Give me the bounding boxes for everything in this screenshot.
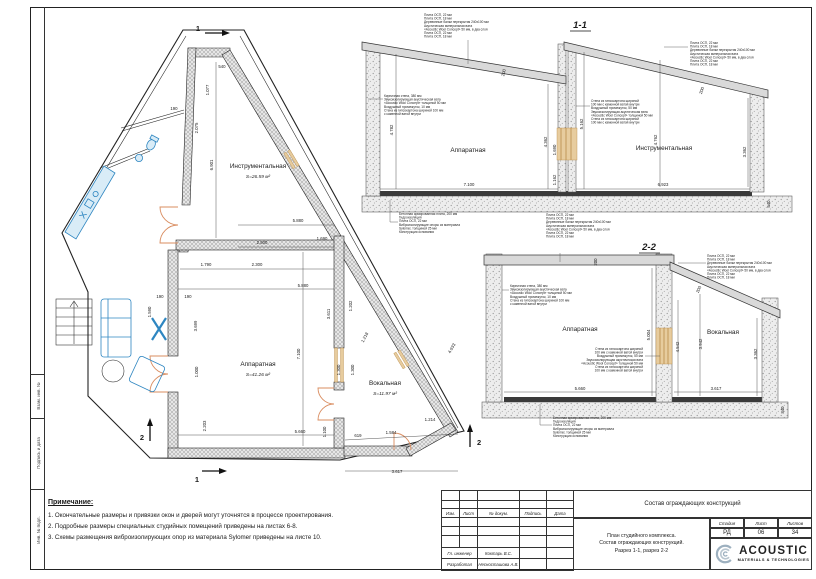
callout-line: Воздушный промежуток, 10 мм bbox=[384, 104, 431, 109]
dimension-text: 1.077 bbox=[205, 84, 210, 96]
dimension-text: 1.162 bbox=[552, 174, 557, 186]
note-item: 2. Подробные размеры специальных студийных помещений приведены на листах 6-8. bbox=[48, 523, 298, 531]
callout-line: с каменной ватой внутри bbox=[384, 112, 421, 116]
callout-line: Гидроизоляция bbox=[553, 419, 576, 424]
callout-line: 100 мм с каменной ватой внутри bbox=[591, 102, 640, 107]
dimension-text: 1.100 bbox=[322, 426, 327, 438]
logo-tagline: MATERIALS & TECHNOLOGIES bbox=[737, 557, 810, 563]
callout-line: 100 мм с каменной ватой внутри bbox=[594, 350, 643, 355]
col-data: Дата bbox=[547, 509, 574, 518]
doc-title-line: Состав ограждающих конструкций. bbox=[599, 540, 684, 547]
marker-label: 1 bbox=[195, 24, 200, 33]
room-name: Инструментальная bbox=[635, 145, 693, 152]
callout-line: Плита ОСП, 22 мм bbox=[546, 213, 574, 217]
dimension-text: 3.617 bbox=[710, 386, 722, 391]
frame-label-vzam: Взам. инв. № bbox=[35, 382, 41, 410]
dimension-text: 7.100 bbox=[463, 182, 475, 187]
dimension-text: 340 bbox=[780, 406, 785, 414]
callout-line: Стена из гипсокартона шириной 100 мм bbox=[510, 298, 570, 303]
callout-line: Кирпичная стена, 380 мм bbox=[384, 94, 422, 98]
callout-line: Плита ОСП, 18 мм bbox=[707, 257, 735, 262]
revision-table bbox=[441, 490, 574, 571]
company-logo bbox=[710, 538, 812, 570]
callout-line: Бетонная армированная плита, 200 мм bbox=[553, 416, 612, 420]
acoustic-logo-icon bbox=[713, 543, 735, 565]
signer-role: Разработал bbox=[442, 559, 478, 571]
room-name: Вокальная bbox=[369, 380, 401, 387]
sheet-value: 06 bbox=[744, 528, 778, 538]
room-area: S=41.26 м² bbox=[245, 373, 271, 378]
callout-line: Стена из гипсокартона шириной bbox=[595, 347, 643, 351]
callout-line: «Acoustic Wool Concept» 50 мм, в два слоя bbox=[707, 268, 771, 273]
dimension-text: 200 bbox=[698, 86, 706, 95]
dimension-text: 1.690 bbox=[316, 236, 328, 241]
dimension-text: 5.660 bbox=[574, 386, 586, 391]
dimension-text: 4.762 bbox=[653, 134, 658, 146]
callout-line: Бетонная армированная плита, 200 мм bbox=[399, 212, 458, 216]
section-title: 2-2 bbox=[642, 242, 656, 253]
callout-line: Звукоизолирующая акустическая вата bbox=[586, 357, 643, 362]
dimension-text: 1.214 bbox=[424, 417, 436, 422]
callout-line: Плита ОСП, 18 мм bbox=[690, 62, 718, 67]
dimension-text: 5.660 bbox=[294, 429, 306, 434]
callout-line: Воздушный промежуток, 50 мм bbox=[596, 354, 643, 359]
doc-type: Состав ограждающих конструкций bbox=[573, 490, 812, 518]
callout-line: 100 мм с каменной ватой внутри bbox=[594, 368, 643, 373]
callout-line: Стена из гипсокартона шириной bbox=[595, 365, 643, 369]
room-name: Аппаратная bbox=[450, 147, 486, 154]
frame-left-strip bbox=[30, 7, 45, 570]
callout-line: Плита ОСП, 22 мм bbox=[399, 219, 427, 224]
signer-role: Гл. инженер bbox=[442, 548, 478, 559]
callout-line: Плита ОСП, 18 мм bbox=[707, 275, 735, 280]
callout-line: Звукоизолирующая акустическая вата bbox=[510, 287, 567, 292]
callout-line: Виброизолирующие опоры из материала bbox=[399, 222, 461, 227]
callout-line: Плита ОСП, 22 мм bbox=[553, 423, 581, 428]
callout-line: Конструкция основания bbox=[399, 230, 434, 234]
sheets-value: 34 bbox=[778, 528, 812, 538]
callout-line: Sylomer, толщиной 25 мм bbox=[553, 430, 591, 435]
callout-line: Акустическая минеральная вата bbox=[690, 51, 739, 56]
callout-line: Деревянные балки перекрытия 240х100 мм bbox=[690, 48, 755, 53]
signer-name: Коктарь В.С. bbox=[478, 548, 520, 559]
callout-line: Деревянные балки перекрытия 240х100 мм bbox=[424, 20, 489, 25]
callout-line: «Acoustic Wool Concept» толщиной 50 мм bbox=[384, 101, 446, 106]
callout-line: Конструкция основания bbox=[553, 434, 588, 438]
callout-line: Акустическая минеральная вата bbox=[546, 223, 595, 228]
stage-label: Стадия bbox=[710, 518, 744, 528]
callout-line: Воздушный промежуток, 50 мм bbox=[591, 106, 638, 111]
col-list: Лист bbox=[460, 509, 478, 518]
dimension-text: 1.000 bbox=[194, 366, 199, 378]
frame-label-inv: Инв. № подл. bbox=[35, 516, 41, 544]
dimension-text: 190 bbox=[184, 294, 192, 299]
col-dokum: № докум. bbox=[478, 509, 520, 518]
callout-line: Плита ОСП, 22 мм bbox=[690, 41, 718, 45]
dimension-text: 190 bbox=[170, 106, 178, 111]
room-name: Аппаратная bbox=[562, 326, 598, 333]
dimension-text: 3.611 bbox=[326, 308, 331, 320]
room-name: Вокальная bbox=[707, 329, 739, 336]
logo-name: ACOUSTIC bbox=[739, 544, 808, 557]
callout-line: Деревянные балки перекрытия 240х100 мм bbox=[707, 261, 772, 266]
col-podpis: Подпись bbox=[520, 509, 547, 518]
dimension-text: 3.362 bbox=[742, 146, 747, 158]
dimension-text: 7.100 bbox=[296, 348, 301, 360]
dimension-text: 4.542 bbox=[675, 341, 680, 353]
notes-title: Примечание: bbox=[48, 499, 94, 506]
callout-line: Sylomer, толщиной 25 мм bbox=[399, 226, 437, 231]
note-item: 3. Схемы размещения виброизолирующих опор из материала Sylomer приведены на листе 10. bbox=[48, 534, 322, 542]
callout-line: 100 мм с каменной ватой внутри bbox=[591, 120, 640, 125]
note-item: 1. Окончательные размеры и привязки окон и дверей могут уточнятся в процессе проектирования. bbox=[48, 512, 334, 519]
marker-label: 2 bbox=[139, 433, 144, 442]
dimension-text: 4.933 bbox=[446, 342, 457, 355]
callout-line: «Acoustic Wool Concept» 50 мм, в два слоя bbox=[690, 55, 754, 60]
callout-line: Кирпичная стена, 380 мм bbox=[510, 284, 548, 288]
marker-label: 1 bbox=[194, 475, 199, 484]
dimension-text: 3.362 bbox=[753, 348, 758, 360]
dimension-text: 3.617 bbox=[391, 469, 403, 474]
room-area: S=26.59 м² bbox=[245, 175, 271, 180]
dimension-text: 6.901 bbox=[209, 159, 214, 171]
dimension-text: 1.202 bbox=[348, 300, 353, 312]
doc-title-line: Разрез 1-1, разрез 2-2 bbox=[614, 547, 669, 554]
sheet-border bbox=[30, 7, 812, 570]
callout-line: Стена из гипсокартона шириной bbox=[591, 117, 639, 121]
callout-line: Звукоизолирующая акустическая вата bbox=[591, 109, 648, 114]
dimension-text: 5.004 bbox=[646, 329, 651, 341]
callout-line: Плита ОСП, 22 мм bbox=[546, 231, 574, 235]
callout-line: Плита ОСП, 18 мм bbox=[424, 34, 452, 39]
col-izm: Изм. bbox=[442, 509, 460, 518]
dimension-text: 6.923 bbox=[657, 182, 669, 187]
dimension-text: 540 bbox=[766, 200, 771, 208]
dimension-text: 3.699 bbox=[193, 320, 198, 332]
dimension-text: 2.500 bbox=[256, 240, 268, 245]
callout-line: с каменной ватой внутри bbox=[510, 302, 547, 306]
dimension-text: 1.690 bbox=[552, 144, 557, 156]
dimension-text: 619 bbox=[354, 433, 362, 438]
dimension-text: 200 bbox=[500, 68, 507, 77]
callout-line: Плита ОСП, 22 мм bbox=[424, 31, 452, 35]
dimension-text: 5.880 bbox=[292, 218, 304, 223]
room-name: Инструментальная bbox=[229, 163, 287, 170]
dimension-text: 4.362 bbox=[543, 136, 548, 148]
dimension-text: 1.300 bbox=[336, 364, 341, 376]
dimension-text: 200 bbox=[593, 258, 598, 266]
room-area: S=11.97 м² bbox=[373, 392, 397, 397]
callout-line: Стена из гипсокартона шириной bbox=[591, 99, 639, 103]
dimension-text: 1.218 bbox=[359, 331, 370, 344]
title-block bbox=[441, 490, 812, 570]
dimension-text: 190 bbox=[156, 294, 164, 299]
room-name: Аппаратная bbox=[240, 361, 276, 368]
signer-name: Несносташова А.В. bbox=[478, 559, 520, 571]
dimension-text: 1.590 bbox=[147, 306, 152, 318]
callout-line: Плита ОСП, 22 мм bbox=[707, 272, 735, 276]
callout-line: «Acoustic Wool Concept» толщиной 50 мм bbox=[591, 113, 653, 118]
callout-line: Гидроизоляция bbox=[399, 215, 422, 220]
callout-line: Плита ОСП, 18 мм bbox=[424, 16, 452, 21]
dimension-text: 2.300 bbox=[251, 262, 263, 267]
frame-label-podpis: Подпись и дата bbox=[35, 437, 41, 469]
callout-line: Плита ОСП, 22 мм bbox=[690, 59, 718, 63]
doc-title-line: План студийного комплекса. bbox=[607, 533, 676, 540]
callout-line: «Acoustic Wool Concept» толщиной 50 мм bbox=[510, 291, 572, 296]
sheet-label: Лист bbox=[744, 518, 778, 528]
callout-line: Плита ОСП, 22 мм bbox=[707, 254, 735, 258]
callout-line: Плита ОСП, 18 мм bbox=[690, 44, 718, 49]
callout-line: Звукоизолирующая акустическая вата bbox=[384, 97, 441, 102]
callout-line: «Acoustic Wool Concept» толщиной 50 мм bbox=[581, 361, 643, 366]
doc-title bbox=[573, 518, 710, 570]
callout-line: Деревянные балки перекрытия 240х100 мм bbox=[546, 220, 611, 225]
callout-line: Акустическая минеральная вата bbox=[424, 23, 473, 28]
notes-block bbox=[48, 499, 440, 544]
dimension-text: 540 bbox=[218, 64, 226, 69]
dimension-text: 5.162 bbox=[579, 118, 584, 130]
dimension-text: 5.880 bbox=[297, 283, 309, 288]
dimension-text: 1.790 bbox=[200, 262, 212, 267]
callout-line: Акустическая минеральная вата bbox=[707, 264, 756, 269]
callout-line: Стена из гипсокартона шириной 100 мм bbox=[384, 108, 444, 113]
dimension-text: 1.300 bbox=[350, 364, 355, 376]
dimension-text: 200 bbox=[694, 285, 703, 294]
section-title: 1-1 bbox=[573, 20, 587, 31]
dimension-text: 4.782 bbox=[389, 124, 394, 136]
dimension-text: 2.203 bbox=[202, 420, 207, 432]
callout-line: Плита ОСП, 18 мм bbox=[546, 216, 574, 221]
callout-line: «Acoustic Wool Concept» 50 мм, в два слоя bbox=[546, 227, 610, 232]
callout-line: Воздушный промежуток, 10 мм bbox=[510, 294, 557, 299]
marker-label: 2 bbox=[477, 438, 482, 447]
dimension-text: 1.584 bbox=[385, 430, 397, 435]
callout-line: Плита ОСП, 22 мм bbox=[424, 13, 452, 17]
callout-line: Плита ОСП, 18 мм bbox=[546, 234, 574, 239]
stage-value: РД bbox=[710, 528, 744, 538]
dimension-text: 2.075 bbox=[194, 122, 199, 134]
callout-line: «Acoustic Wool Concept» 50 мм, в два слоя bbox=[424, 27, 488, 32]
dimension-text: 3.942 bbox=[698, 338, 703, 350]
callout-line: Виброизолирующие опоры из материала bbox=[553, 426, 615, 431]
sheets-label: Листов bbox=[778, 518, 812, 528]
